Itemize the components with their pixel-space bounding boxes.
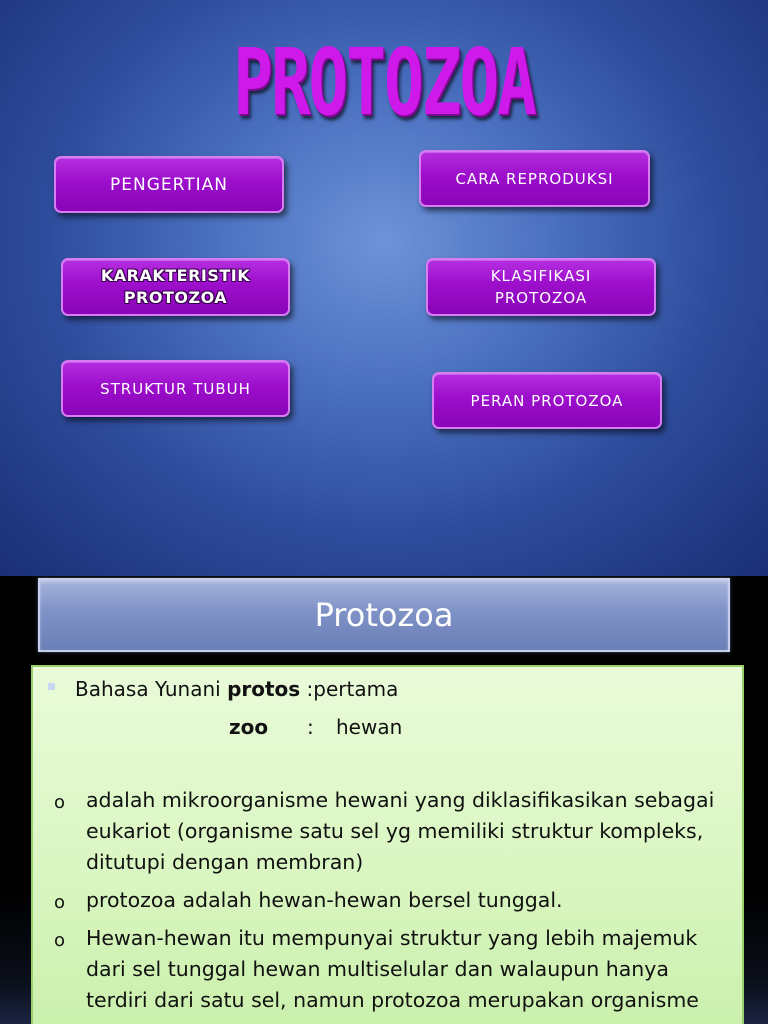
content-box (31, 665, 744, 1024)
bullet-text: protozoa adalah hewan-hewan bersel tunggal. (86, 888, 563, 912)
circle-bullet-icon: o (54, 930, 66, 951)
bullet-text: adalah mikroorganisme hewani yang diklasifikasikan sebagai eukariot (organisme satu sel yg memiliki struktur kompleks, ditutupi dengan membran) (86, 788, 715, 874)
circle-bullet-icon: o (54, 792, 66, 813)
struktur-tubuh-label: STRUKTUR TUBUH (100, 379, 251, 398)
slide-title: Protozoa (314, 596, 454, 634)
karakteristik-label: KARAKTERISTIK PROTOZOA (100, 266, 251, 307)
klasifikasi-protozoa-button[interactable] (426, 258, 656, 316)
colon-separator: : (307, 715, 314, 739)
peran-protozoa-button[interactable] (432, 372, 662, 429)
slide-title-bar (38, 578, 730, 652)
square-bullet-icon (48, 683, 55, 690)
etymology-prefix: Bahasa Yunani (75, 677, 228, 701)
etymology-line-zoo (229, 715, 403, 739)
pengertian-button[interactable] (54, 156, 284, 213)
meaning-pertama: :pertama (300, 677, 399, 701)
term-zoo: zoo (229, 715, 269, 739)
meaning-hewan: hewan (336, 715, 403, 739)
circle-bullet-icon: o (54, 892, 66, 913)
pengertian-label: PENGERTIAN (110, 174, 228, 195)
struktur-tubuh-button[interactable] (61, 360, 290, 417)
cara-reproduksi-label: CARA REPRODUKSI (455, 169, 614, 188)
peran-protozoa-label: PERAN PROTOZOA (470, 391, 624, 410)
slide-protozoa-definition (0, 576, 768, 1024)
slide-title-protozoa: PROTOZOA (233, 29, 535, 136)
bullet-text: Hewan-hewan itu mempunyai struktur yang lebih majemuk dari sel tunggal hewan multiselular dan walaupun hanya terdiri dari satu sel, namun protozoa merupakan organisme (86, 926, 699, 1012)
term-protos: protos (227, 677, 301, 701)
cara-reproduksi-button[interactable] (419, 150, 650, 207)
karakteristik-protozoa-button[interactable] (61, 258, 290, 316)
klasifikasi-label: KLASIFIKASI PROTOZOA (490, 267, 592, 307)
